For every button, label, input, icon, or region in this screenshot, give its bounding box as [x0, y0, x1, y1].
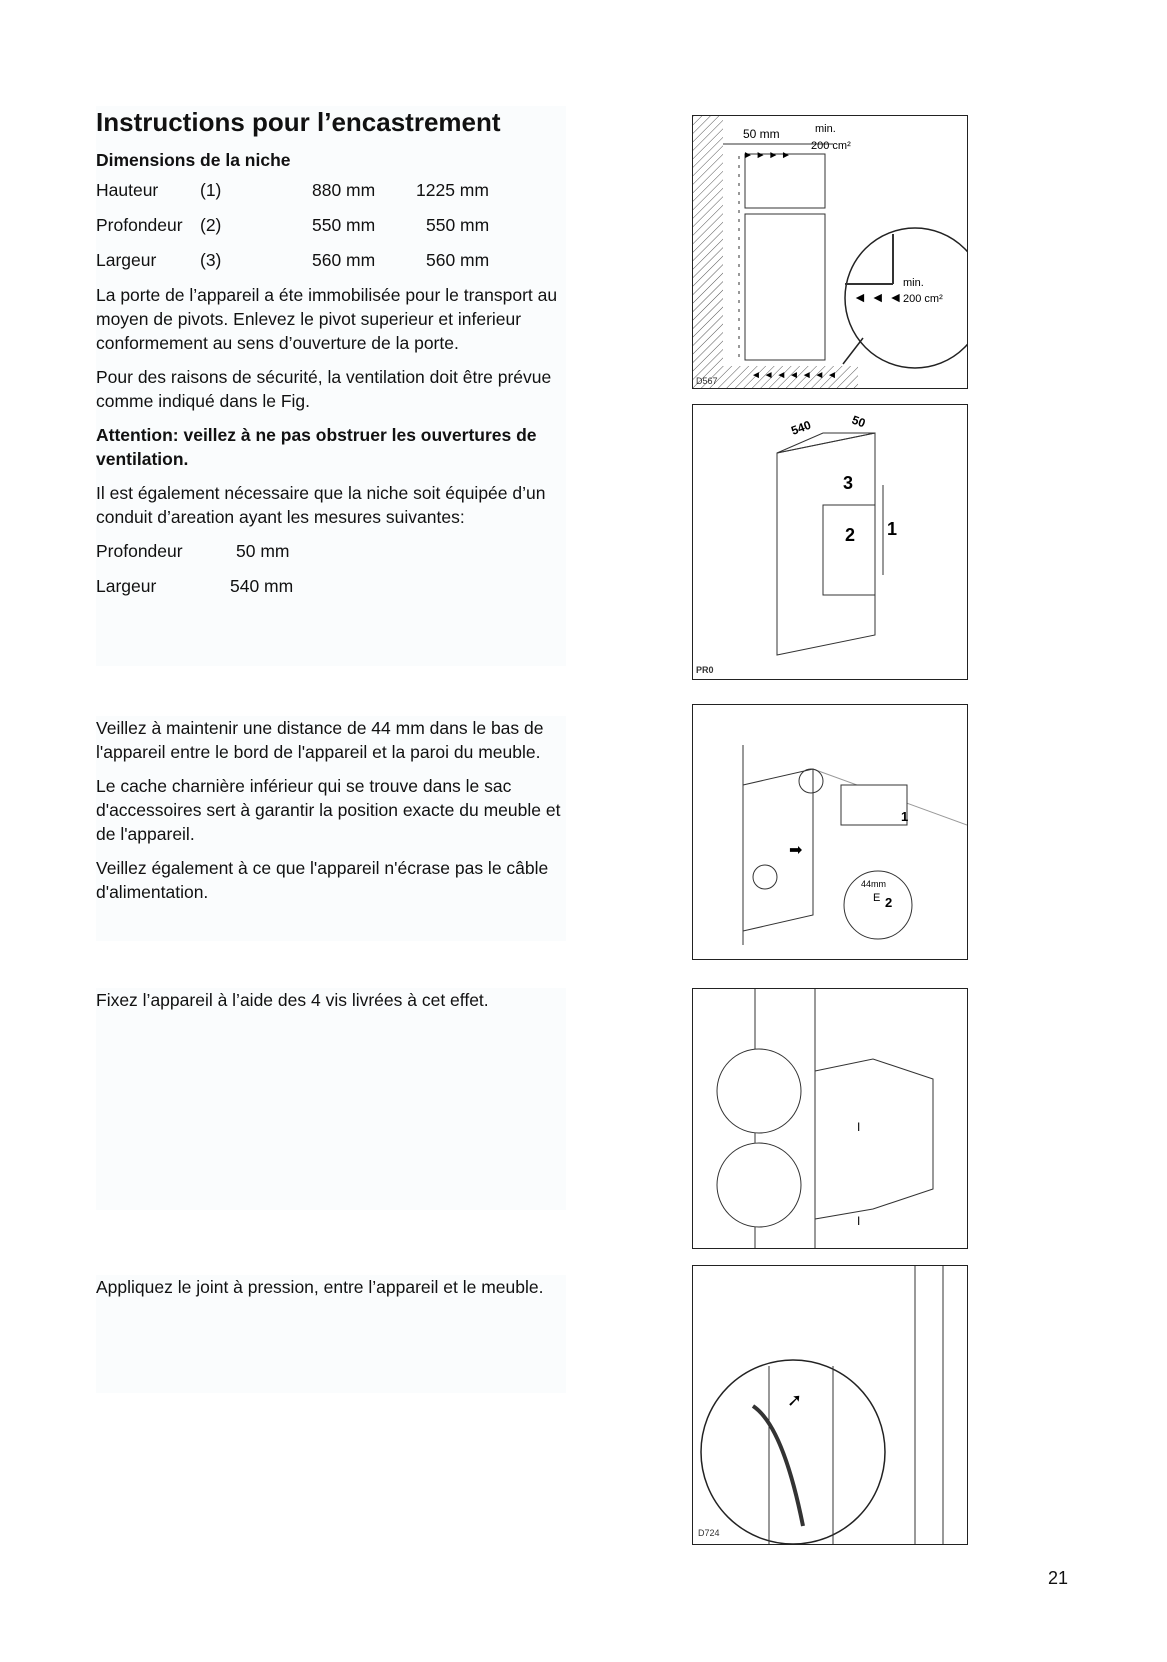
- label-2: 2: [845, 525, 856, 545]
- duct-paragraph: Il est également nécessaire que la niche soit équipée d’un conduit d’areation ayant les mesures suivantes:: [96, 483, 546, 527]
- screws-paragraph: Fixez l’appareil à l’aide des 4 vis livrées à cet effet.: [96, 990, 489, 1010]
- ventilation-diagram: [693, 116, 967, 388]
- label-50: 50: [849, 412, 868, 431]
- ventilation-table: [96, 539, 566, 609]
- distance-diagram: [693, 705, 967, 959]
- section-seal: [96, 1275, 566, 1393]
- vent-label: Largeur: [96, 576, 157, 596]
- vent-row-profondeur: [96, 539, 566, 574]
- zoom-arrows: ◄ ◄ ◄: [853, 289, 903, 305]
- dim-value-2: 560 mm: [426, 250, 490, 270]
- cable-paragraph: Veillez également à ce que l'appareil n'écrase pas le câble d'alimentation.: [96, 858, 549, 902]
- label-1: 1: [901, 809, 909, 824]
- detail-top: [841, 785, 907, 825]
- vent-value: 50 mm: [236, 541, 290, 561]
- dim-value-2: 550 mm: [426, 215, 490, 235]
- dim-row-hauteur: [96, 178, 566, 213]
- label-cm-2: 200 cm²: [903, 293, 943, 305]
- label-i-2: I: [857, 1214, 861, 1228]
- dim-num: (1): [200, 180, 222, 200]
- figure-code: D724: [698, 1528, 720, 1538]
- screws-diagram: [693, 989, 967, 1248]
- seal-paragraph: Appliquez le joint à pression, entre l’appareil et le meuble.: [96, 1277, 544, 1297]
- transport-paragraph: La porte de l’appareil a éte immobilisée pour le transport au moyen de pivots. Enlevez le pivot superieur et inferieur conformement au sens d’ouverture de la porte.: [96, 285, 558, 353]
- section-instructions: [96, 106, 566, 666]
- niche-opening: [823, 505, 875, 595]
- dim-value-1: 880 mm: [312, 180, 376, 200]
- label-540: 540: [789, 417, 813, 438]
- label-e: E: [873, 892, 881, 904]
- arrows-top: ► ► ► ►: [743, 150, 791, 161]
- label-3: 3: [843, 473, 854, 493]
- dim-num: (3): [200, 250, 222, 270]
- attention-paragraph: Attention: veillez à ne pas obstruer les ouvertures de ventilation.: [96, 425, 537, 469]
- ventilation-paragraph: Pour des raisons de sécurité, la ventilation doit être prévue comme indiqué dans le Fig.: [96, 367, 552, 411]
- dim-row-largeur: [96, 248, 566, 283]
- hinge-cover-paragraph: Le cache charnière inférieur qui se trouve dans le sac d'accessoires sert à garantir la position exacte du meuble et de l'appareil.: [96, 776, 561, 844]
- zoom-pointer: [843, 338, 863, 364]
- dim-value-2: 1225 mm: [416, 180, 489, 200]
- dim-label: Hauteur: [96, 180, 159, 200]
- cabinet-top: [745, 154, 825, 208]
- dim-label: Largeur: [96, 250, 157, 270]
- figure-code: D567: [696, 376, 718, 386]
- page-title: Instructions pour l’encastrement: [96, 107, 501, 137]
- zoom-circle: [701, 1360, 885, 1544]
- appliance-body: [745, 214, 825, 360]
- zoom-circle-bottom: [717, 1143, 801, 1227]
- door: [815, 1059, 933, 1219]
- arrows-bottom: ◄ ◄ ◄ ◄ ◄ ◄ ◄: [751, 370, 837, 381]
- figure-screws: [692, 988, 968, 1249]
- figure-ventilation: [692, 115, 968, 389]
- dim-row-profondeur: [96, 213, 566, 248]
- figure-distance: [692, 704, 968, 960]
- seal-diagram: [693, 1266, 967, 1544]
- dim-num: (2): [200, 215, 222, 235]
- vent-label: Profondeur: [96, 541, 183, 561]
- figure-niche-dimensions: [692, 404, 968, 680]
- appliance: [743, 769, 813, 931]
- press-arrow: ➚: [787, 1390, 803, 1410]
- vent-row-largeur: [96, 574, 566, 609]
- figure-seal: [692, 1265, 968, 1545]
- distance-paragraph: Veillez à maintenir une distance de 44 mm dans le bas de l'appareil entre le bord de l'appareil et la paroi du meuble.: [96, 718, 544, 762]
- push-arrow: ➡: [789, 842, 803, 859]
- dim-label: Profondeur: [96, 215, 183, 235]
- label-50mm: 50 mm: [743, 127, 780, 141]
- niche-diagram: [693, 405, 967, 679]
- section-distance: [96, 716, 566, 941]
- label-min-2: min.: [903, 277, 924, 289]
- label-44mm: 44mm: [861, 879, 887, 889]
- label-i-1: I: [857, 1120, 861, 1134]
- vent-value: 540 mm: [230, 576, 294, 596]
- zoom-circle-top: [717, 1049, 801, 1133]
- wall-hatch: [693, 116, 723, 388]
- label-1: 1: [887, 519, 898, 539]
- label-min-1: min.: [815, 123, 836, 135]
- niche-dimensions-table: [96, 178, 566, 283]
- figure-code: PR0: [696, 665, 714, 675]
- dim-value-1: 560 mm: [312, 250, 376, 270]
- dim-value-1: 550 mm: [312, 215, 376, 235]
- label-2: 2: [885, 895, 893, 910]
- page-number: 21: [1048, 1568, 1069, 1588]
- niche-heading: Dimensions de la niche: [96, 150, 291, 170]
- label-cm-1: 200 cm²: [811, 140, 851, 152]
- section-screws: [96, 988, 566, 1210]
